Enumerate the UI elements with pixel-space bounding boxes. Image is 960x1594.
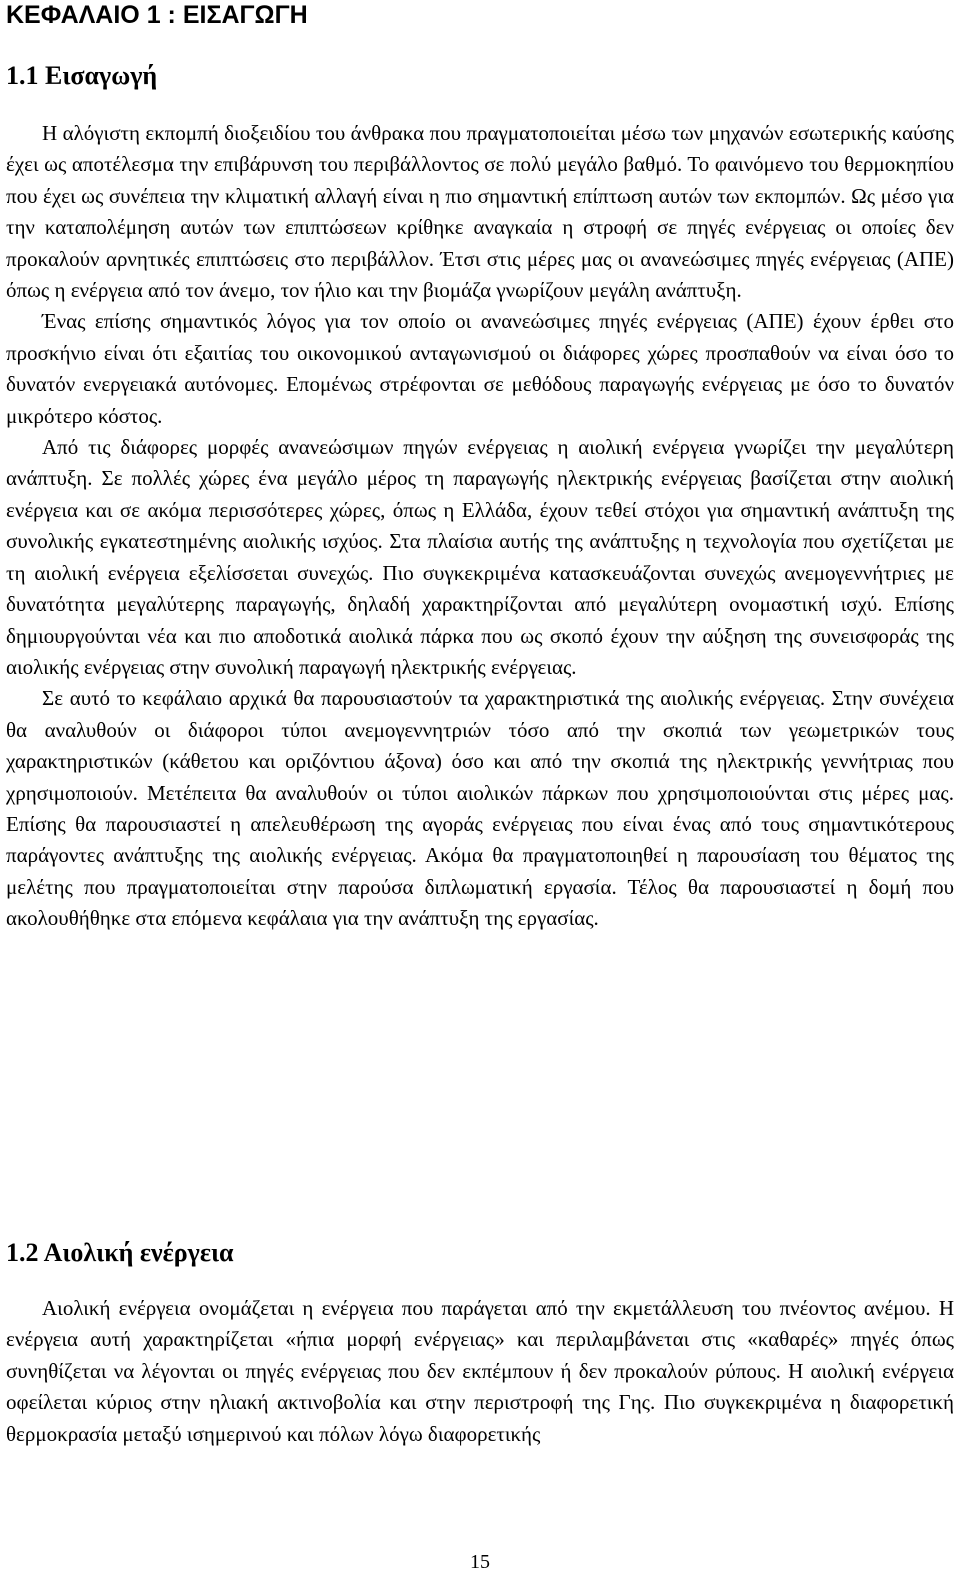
paragraph: Η αλόγιστη εκπομπή διοξειδίου του άνθρακα που πραγματοποιείται μέσω των μηχανών εσωτερικής καύσης έχει ως αποτέλεσμα την επιβάρυνση του περιβάλλοντος σε πολύ μεγάλο βαθμό. Το φαινόμενο του θερμοκηπίου που έχει ως συνέπεια την κλιματική αλλαγή είναι η πιο σημαντική επίπτωση αυτών των εκπομπών. Ως μέσο για την καταπολέμηση αυτών των επιπτώσεων κρίθηκε αναγκαία η στροφή σε πηγές ενέργειας οι οποίες δεν προκαλούν αρνητικές επιπτώσεις στο περιβάλλον. Έτσι στις μέρες μας οι ανανεώσιμες πηγές ενέργειας (ΑΠΕ) όπως η ενέργεια από τον άνεμο, τον ήλιο και την βιομάζα γνωρίζουν μεγάλη ανάπτυξη. — [6, 121, 954, 303]
paragraph: Σε αυτό το κεφάλαιο αρχικά θα παρουσιαστούν τα χαρακτηριστικά της αιολικής ενέργειας. Στην συνέχεια θα αναλυθούν οι διάφοροι τύποι ανεμογεννητριών τόσο από την σκοπιά των γεωμετρικών τους χαρακτηριστικών (κάθετου και οριζόντιου άξονα) όσο και από την σκοπιά της ηλεκτρικής γεννήτριας που χρησιμοποιούν. Μετέπειτα θα αναλυθούν οι τύποι αιολικών πάρκων που χρησιμοποιούνται στις μέρες μας. Επίσης θα παρουσιαστεί η απελευθέρωση της αγοράς ενέργειας που είναι ένας από τους σημαντικότερους παράγοντες ανάπτυξης της αιολικής ενέργειας. Ακόμα θα πραγματοποιηθεί η παρουσίαση του θέματος της μελέτης που πραγματοποιείται στην παρούσα διπλωματική εργασία. Τέλος θα παρουσιαστεί η δομή που ακολουθήθηκε στα επόμενα κεφάλαια για την ανάπτυξη της εργασίας. — [6, 686, 954, 931]
paragraph: Ένας επίσης σημαντικός λόγος για τον οποίο οι ανανεώσιμες πηγές ενέργειας (ΑΠΕ) έχουν έρθει στο προσκήνιο είναι ότι εξαιτίας του οικονομικού ανταγωνισμού οι διάφορες χώρες προσπαθούν να είναι όσο το δυνατόν ενεργειακά αυτόνομες. Επομένως στρέφονται σε μεθόδους παραγωγής ενέργειας με όσο το δυνατόν μικρότερο κόστος. — [6, 309, 954, 428]
section-body-introduction — [6, 118, 954, 935]
paragraph: Αιολική ενέργεια ονομάζεται η ενέργεια που παράγεται από την εκμετάλλευση του πνέοντος ανέμου. Η ενέργεια αυτή χαρακτηρίζεται «ήπια μορφή ενέργειας» και περιλαμβάνεται στις «καθαρές» πηγές όπως συνηθίζεται να λέγονται οι πηγές ενέργειας που δεν εκπέμπουν ή δεν προκαλούν ρύπους. Η αιολική ενέργεια οφείλεται κύριος στην ηλιακή ακτινοβολία και στην περιστροφή της Γης. Πιο συγκεκριμένα η διαφορετική θερμοκρασία μεταξύ ισημερινού και πόλων λόγω διαφορετικής — [6, 1296, 954, 1446]
section-body-wind-energy — [6, 1293, 954, 1450]
paragraph: Από τις διάφορες μορφές ανανεώσιμων πηγών ενέργειας η αιολική ενέργεια γνωρίζει την μεγαλύτερη ανάπτυξη. Σε πολλές χώρες ένα μεγάλο μέρος τη παραγωγής ηλεκτρικής ενέργειας βασίζεται στην αιολική ενέργεια και σε ακόμα περισσότερες χώρες, όπως η Ελλάδα, έχουν τεθεί στόχοι για σημαντική ανάπτυξη της συνολικής εγκατεστημένης αιολικής ισχύος. Στα πλαίσια αυτής της ανάπτυξης η τεχνολογία που σχετίζεται με τη αιολική ενέργεια εξελίσσεται συνεχώς. Πιο συγκεκριμένα κατασκευάζονται συνεχώς ανεμογεννήτριες με δυνατότητα μεγαλύτερης παραγωγής, δηλαδή χαρακτηρίζονται από μεγαλύτερη ονομαστική ισχύ. Επίσης δημιουργούνται νέα και πιο αποδοτικά αιολικά πάρκα που ως σκοπό έχουν την αύξηση της συνεισφοράς της αιολικής ενέργειας στην συνολική παραγωγή ηλεκτρικής ενέργειας. — [6, 435, 954, 679]
page-number: 15 — [470, 1551, 490, 1573]
chapter-title: ΚΕΦΑΛΑΙΟ 1 : ΕΙΣΑΓΩΓΗ — [6, 1, 308, 29]
section-title-wind-energy: 1.2 Αιολική ενέργεια — [6, 1238, 234, 1267]
section-title-introduction: 1.1 Εισαγωγή — [6, 61, 158, 90]
